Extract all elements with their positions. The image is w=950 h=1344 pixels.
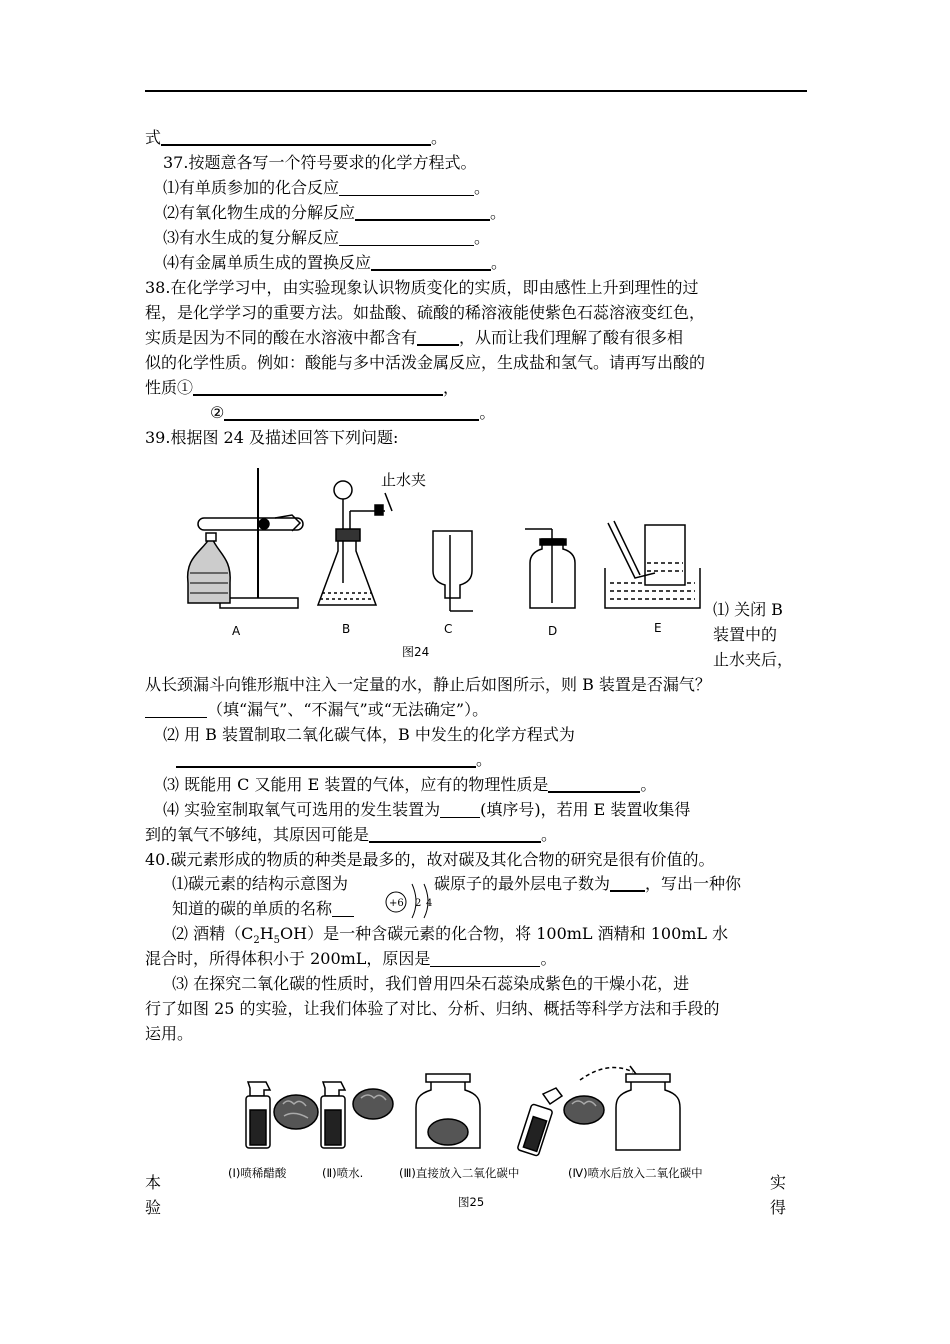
carbon-atom-diagram [382,866,442,920]
answer-blank[interactable] [339,179,474,196]
q40-s1: ⑴碳元素的结构示意图为 [172,874,349,893]
answer-blank[interactable] [440,801,480,818]
side-char-2: 验 [145,1198,162,1217]
q39-s1-line-d: 从长颈漏斗向锥形瓶中注入一定量的水，静止后如图所示，则 B 装置是否漏气？ [145,675,711,694]
q39-s3: ⑶ 既能用 C 又能用 E 装置的气体，应有的物理性质是 。 [163,775,657,794]
spray-bottle-4 [517,1088,562,1156]
q37-title: 37.按题意各写一个符号要求的化学方程式。 [163,153,477,172]
q39-title: 39.根据图 24 及描述回答下列问题: [145,428,399,447]
q38-line-6: ② 。 [210,403,496,422]
q40-s2: ⑵ 酒精$(C_2H_5OH)$是一种含碳元素的化合物，将 100mL 酒精和 100mL 水 [172,924,729,947]
answer-blank[interactable] [430,950,540,967]
q39-s2-blank-line: 。 [176,750,492,770]
answer-blank[interactable] [161,128,431,146]
side-char-3: 实 [770,1173,787,1192]
q38-line-3: 实质是因为不同的酸在水溶液中都含有 ，从而让我们理解了酸有很多相 [145,328,684,347]
q37-item-3: ⑶有水生成的复分解反应 。 [163,228,491,247]
transfer-arrow [580,1068,633,1081]
q40-s3-line-3: 运用。 [145,1024,194,1043]
q39-s1-line-b: 装置中的 [713,625,778,644]
answer-blank[interactable] [610,874,645,892]
flower-1 [274,1095,318,1129]
figure-25 [228,1060,768,1220]
shell-2-electrons: 4 [426,898,433,909]
side-char-4: 得 [770,1198,787,1217]
nucleus-charge: +6 [389,898,404,909]
q39-s1-line-e: （填“漏气”、“不漏气”或“无法确定”）。 [145,700,488,720]
q39-s2: ⑵ 用 B 装置制取二氧化碳气体，B 中发生的化学方程式为 [163,725,575,744]
apparatus-e [605,521,700,608]
caption-iv: (Ⅳ)喷水后放入二氧化碳中 [568,1166,703,1180]
q37-item-2: ⑵有氧化物生成的分解反应 。 [163,203,507,222]
caption-ii: (Ⅱ)喷水. [322,1166,364,1180]
apparatus-c [433,531,473,611]
q38-line-5: 性质① ， [145,378,460,397]
q38-line-1: 38.在化学学习中，由实验现象认识物质变化的实质，即由感性上升到理性的过 [145,278,699,297]
label-e: E [654,621,662,635]
apparatus-d [525,529,575,608]
q40-title: 40.碳元素形成的物质的种类是最多的，故对碳及其化合物的研究是很有价值的。 [145,850,715,869]
q40-s1-b: 碳原子的最外层电子数为 ，写出一种你 [434,874,742,893]
q39-s4-line-2: 到的氧气不够纯，其原因可能是 。 [145,825,558,844]
answer-blank[interactable] [193,378,443,396]
q38-line-2: 程，是化学学习的重要方法。如盐酸、硫酸的稀溶液能使紫色石蕊溶液变红色， [145,303,706,322]
spray-bottle-2 [321,1082,345,1148]
q37-item-4: ⑷有金属单质生成的置换反应 。 [163,253,508,272]
jar-3 [416,1074,480,1148]
side-char-1: 本 [145,1173,162,1192]
answer-blank[interactable] [369,825,541,843]
spray-bottle-1 [246,1082,270,1148]
answer-blank[interactable] [145,701,207,718]
answer-blank[interactable] [371,253,491,271]
q39-s4: ⑷ 实验室制取氧气可选用的发生装置为 (填序号)，若用 E 装置收集得 [163,800,691,819]
q40-s1-line-2: 知道的碳的单质的名称 [172,899,354,919]
figure-25-caption: 图25 [458,1195,485,1209]
q39-s1-line-c: 止水夹后， [713,650,794,669]
answer-blank[interactable] [339,229,474,246]
label-d: D [548,624,558,638]
clamp-label: 止水夹 [381,471,427,489]
caption-i: (Ⅰ)喷稀醋酸 [228,1166,287,1180]
apparatus-b [318,481,392,605]
answer-blank[interactable] [355,203,490,221]
answer-blank[interactable] [224,403,479,421]
answer-blank[interactable] [548,775,640,793]
label-c: C [444,622,453,636]
answer-blank[interactable] [332,900,354,917]
flower-2 [353,1089,393,1119]
jar-4 [616,1074,680,1150]
q40-s2-line-2: 混合时，所得体积小于 200mL，原因是 。 [145,949,557,968]
q40-s3-line-2: 行了如图 25 的实验，让我们体验了对比、分析、归纳、概括等科学方法和手段的 [145,999,720,1018]
figure-24 [180,463,710,663]
label-b: B [342,622,351,636]
caption-iii: (Ⅲ)直接放入二氧化碳中 [399,1166,520,1180]
answer-blank[interactable] [176,750,476,768]
answer-blank[interactable] [417,328,459,346]
q38-line-4: 似的化学性质。例如：酸能与多中活泼金属反应，生成盐和氢气。请再写出酸的 [145,353,706,372]
shell-1-electrons: 2 [415,898,422,909]
figure-24-caption: 图24 [402,645,430,659]
q40-s3-line-1: ⑶ 在探究二氧化碳的性质时，我们曾用四朵石蕊染成紫色的干燥小花，进 [172,974,690,993]
flower-4 [564,1096,604,1124]
q37-item-1: ⑴有单质参加的化合反应 。 [163,178,491,197]
q39-s1-line-a: ⑴ 关闭 B [713,600,783,619]
label-a: A [232,624,241,638]
header-rule [145,90,807,92]
continuation-line: 式 。 [145,128,448,147]
apparatus-a [188,468,303,608]
